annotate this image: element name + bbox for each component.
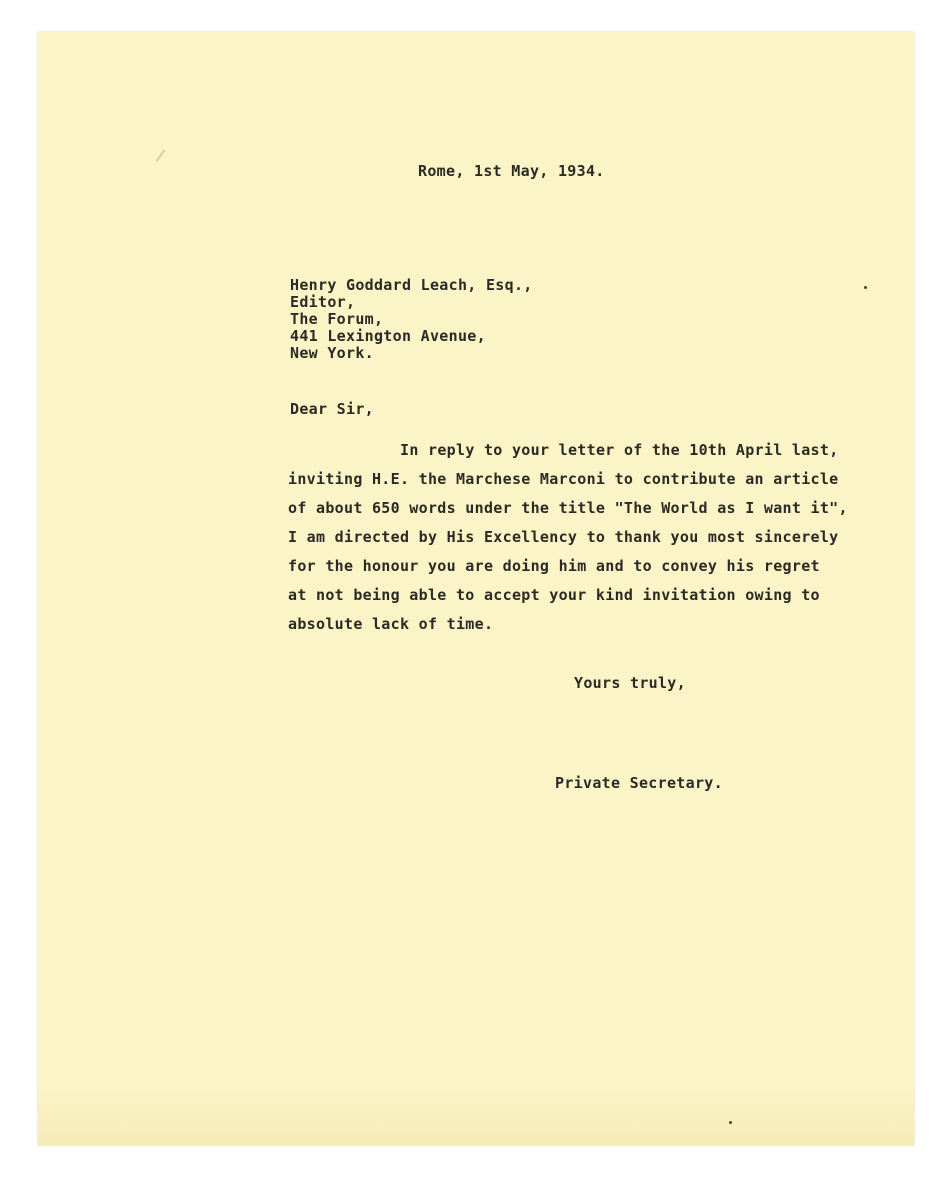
salutation: Dear Sir, [290, 400, 374, 418]
paper-speck [864, 286, 867, 289]
closing: Yours truly, [574, 674, 686, 692]
body-line: for the honour you are doing him and to convey his regret [288, 557, 820, 575]
paper-speck [729, 1121, 732, 1124]
body-line: absolute lack of time. [288, 615, 494, 633]
staple-mark [156, 150, 169, 165]
body-line: of about 650 words under the title "The World as I want it", [288, 499, 848, 517]
address-line: New York. [290, 344, 374, 362]
body-line: I am directed by His Excellency to thank you most sincerely [288, 528, 839, 546]
body-line: inviting H.E. the Marchese Marconi to contribute an article [288, 470, 839, 488]
recipient-address [290, 276, 533, 384]
address-line: Henry Goddard Leach, Esq., [290, 276, 533, 294]
letter-date: Rome, 1st May, 1934. [418, 162, 605, 180]
address-line: Editor, [290, 293, 356, 311]
signature-title: Private Secretary. [555, 774, 723, 792]
body-line: In reply to your letter of the 10th April last, [400, 441, 839, 459]
letter-body [288, 441, 848, 633]
address-line: 441 Lexington Avenue, [290, 327, 486, 345]
body-line: at not being able to accept your kind invitation owing to [288, 586, 820, 604]
address-line: The Forum, [290, 310, 384, 328]
